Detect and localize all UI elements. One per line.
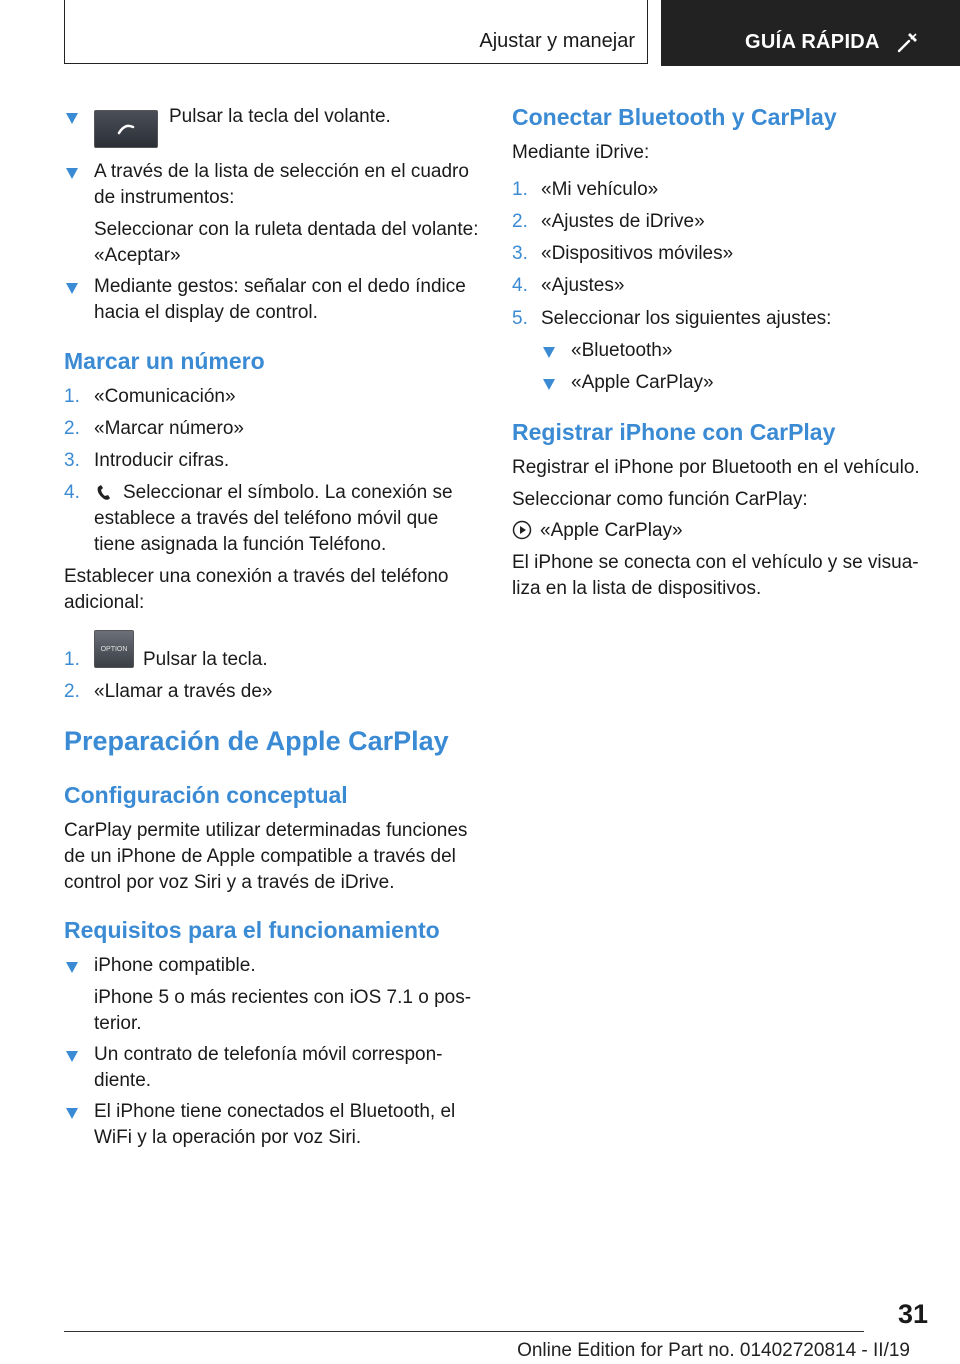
footer-divider (64, 1331, 864, 1332)
bullet-triangle-icon (66, 1108, 78, 1119)
step-text: Seleccionar los siguientes ajustes: (541, 308, 832, 329)
step-text: Pulsar la tecla. (143, 649, 268, 670)
step-text: Seleccionar el símbolo. La conexión se (123, 482, 453, 503)
phone-handset-icon (94, 483, 116, 503)
step-text: «Ajustes de iDrive» (541, 211, 705, 232)
header-section-title: Ajustar y manejar (479, 30, 635, 52)
bullet-triangle-icon (543, 379, 555, 390)
paragraph-text: «Apple CarPlay» (540, 520, 683, 541)
bullet-triangle-icon (66, 283, 78, 294)
option-button-icon (94, 630, 134, 668)
bullet-text: WiFi y la operación por voz Siri. (94, 1127, 362, 1148)
step-number: 5. (512, 308, 528, 329)
option-button-label: OPTION (100, 646, 128, 653)
paragraph-text: Seleccionar como función CarPlay: (512, 489, 808, 510)
bullet-text: A través de la lista de selección en el cuadro (94, 161, 469, 182)
header-guide-title: GUÍA RÁPIDA (745, 31, 880, 53)
step-text: «Marcar número» (94, 418, 244, 439)
bullet-triangle-icon (66, 113, 78, 124)
bullet-text: El iPhone tiene conectados el Bluetooth, el (94, 1101, 456, 1122)
step-text: establece a través del teléfono móvil que (94, 508, 439, 529)
paragraph-text: de un iPhone de Apple compatible a través del (64, 846, 456, 867)
paragraph-text: liza en la lista de dispositivos. (512, 578, 762, 599)
header-section-box (64, 0, 648, 64)
bullet-subtext: «Aceptar» (94, 245, 181, 266)
bullet-text: Pulsar la tecla del volante. (169, 106, 391, 127)
section-heading: Registrar iPhone con CarPlay (512, 419, 836, 445)
step-text: «Mi vehículo» (541, 179, 659, 200)
paragraph-text: Mediante iDrive: (512, 142, 650, 163)
bullet-triangle-icon (66, 1051, 78, 1062)
bullet-subtext: iPhone 5 o más recientes con iOS 7.1 o pos‐ (94, 987, 472, 1008)
step-number: 4. (64, 482, 80, 503)
bullet-text: Mediante gestos: señalar con el dedo índice (94, 276, 466, 297)
step-text: «Ajustes» (541, 275, 625, 296)
paragraph-text: adicional: (64, 592, 145, 613)
bullet-text: diente. (94, 1070, 152, 1091)
page-number: 31 (897, 1299, 928, 1329)
bullet-text: de instrumentos: (94, 187, 235, 208)
paragraph-text: Registrar el iPhone por Bluetooth en el vehículo. (512, 457, 920, 478)
phone-button-icon (94, 110, 158, 148)
wrench-icon (896, 30, 920, 54)
paragraph-text: CarPlay permite utilizar determinadas funciones (64, 820, 468, 841)
bullet-triangle-icon (66, 962, 78, 973)
carplay-play-icon (512, 520, 532, 540)
step-number: 1. (64, 649, 80, 670)
header-guide-tab (661, 0, 960, 66)
step-text: «Comunicación» (94, 386, 236, 407)
section-heading: Marcar un número (64, 348, 265, 374)
step-number: 2. (64, 418, 80, 439)
step-number: 2. (64, 681, 80, 702)
step-text: «Dispositivos móviles» (541, 243, 734, 264)
step-number: 1. (512, 179, 528, 200)
main-heading: Preparación de Apple CarPlay (64, 726, 449, 756)
section-heading: Conectar Bluetooth y CarPlay (512, 104, 837, 130)
section-heading: Configuración conceptual (64, 782, 348, 808)
step-number: 1. (64, 386, 80, 407)
step-text: tiene asignada la función Teléfono. (94, 534, 387, 555)
step-text: Introducir cifras. (94, 450, 230, 471)
paragraph-text: Establecer una conexión a través del teléfono (64, 566, 449, 587)
bullet-triangle-icon (66, 168, 78, 179)
step-number: 3. (64, 450, 80, 471)
bullet-subtext: terior. (94, 1013, 142, 1034)
bullet-text: hacia el display de control. (94, 302, 318, 323)
step-number: 3. (512, 243, 528, 264)
paragraph-text: El iPhone se conecta con el vehículo y se visua‐ (512, 552, 919, 573)
section-heading: Requisitos para el funcionamiento (64, 917, 440, 943)
sub-bullet-text: «Bluetooth» (571, 340, 673, 361)
bullet-text: iPhone compatible. (94, 955, 256, 976)
bullet-text: Un contrato de telefonía móvil correspon‐ (94, 1044, 443, 1065)
step-text: «Llamar a través de» (94, 681, 273, 702)
step-number: 2. (512, 211, 528, 232)
footer-edition: Online Edition for Part no. 01402720814 - II/19 (517, 1340, 910, 1361)
step-number: 4. (512, 275, 528, 296)
bullet-triangle-icon (543, 347, 555, 358)
sub-bullet-text: «Apple CarPlay» (571, 372, 714, 393)
paragraph-text: control por voz Siri y a través de iDrive. (64, 872, 395, 893)
bullet-subtext: Seleccionar con la ruleta dentada del volante: (94, 219, 479, 240)
